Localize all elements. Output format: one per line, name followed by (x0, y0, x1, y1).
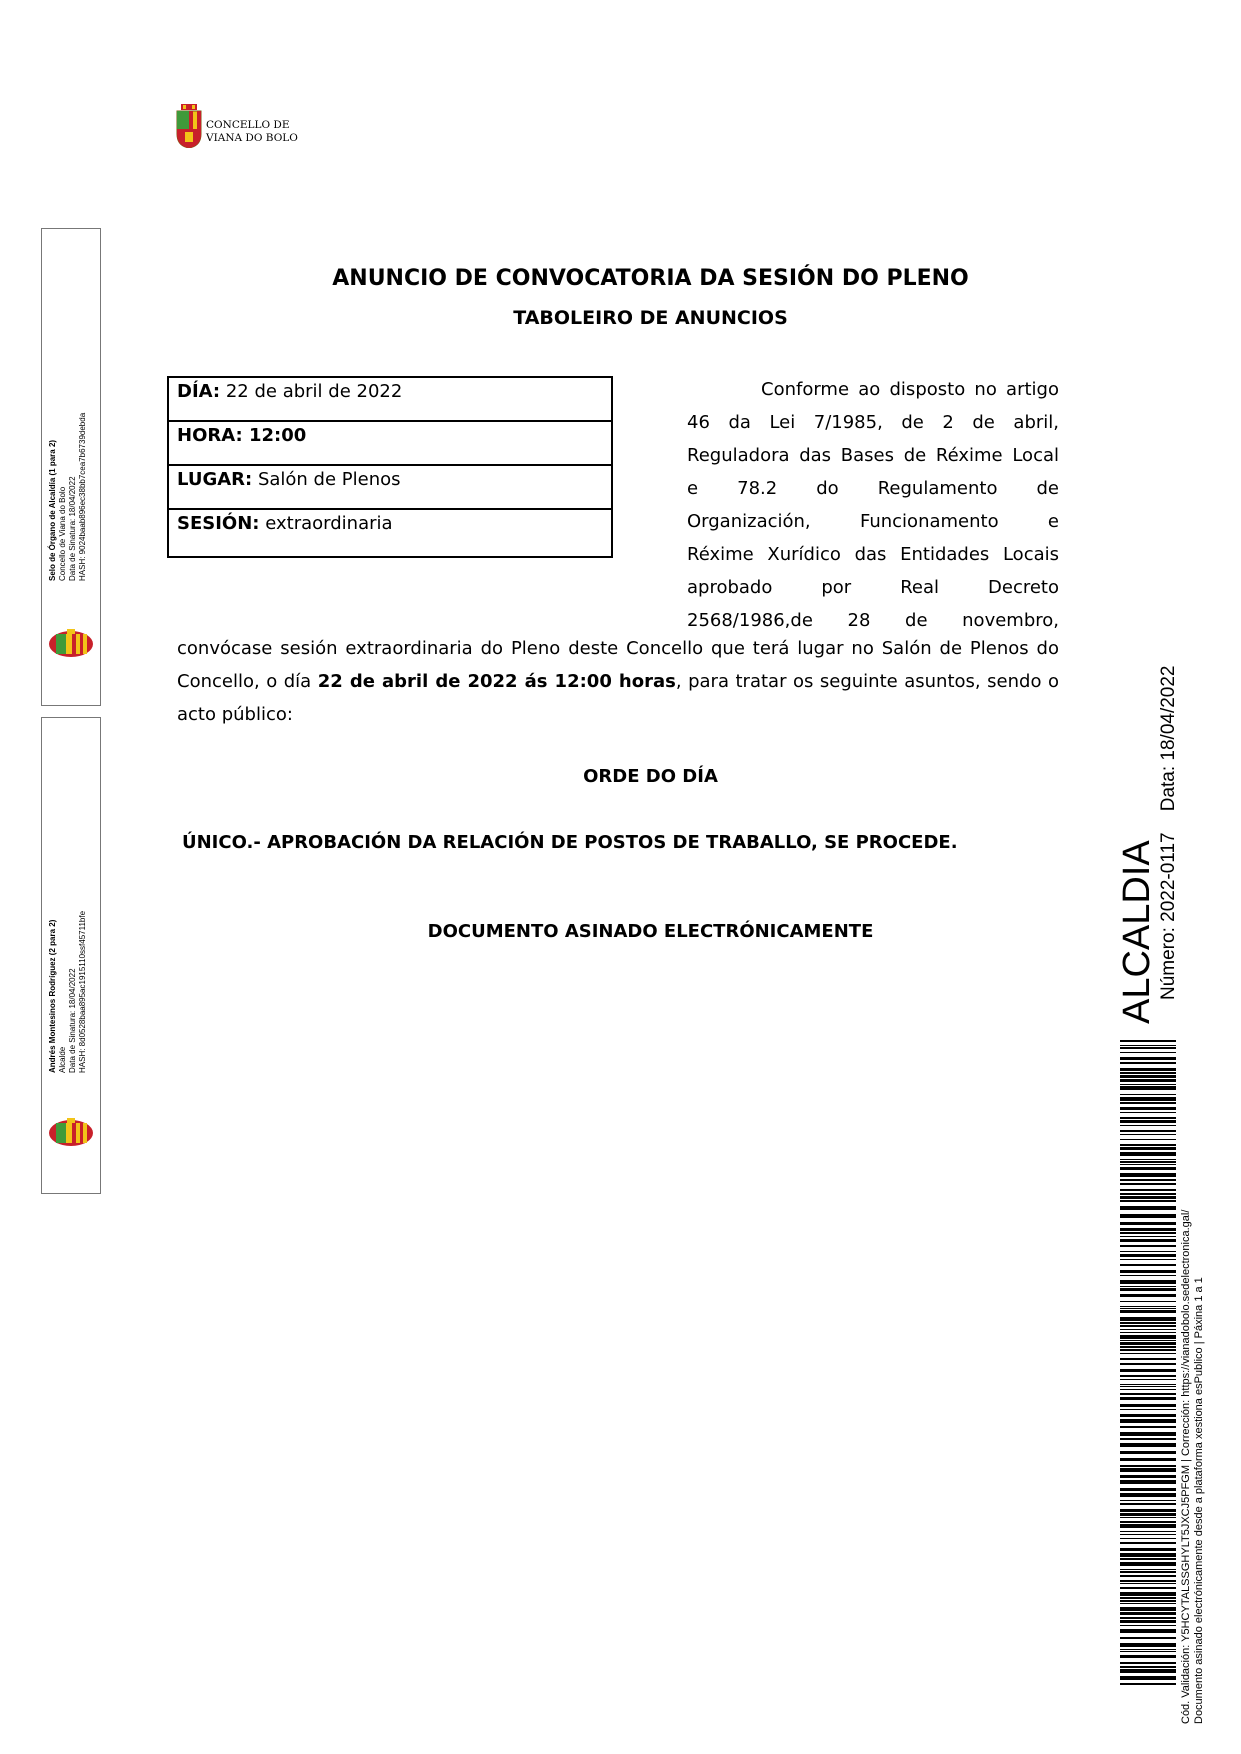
stamp-1-line-2: Concello de Viana do Bolo (58, 486, 67, 581)
body-text: convócase sesión extraordinaria do Pleno deste Concello que terá lugar no Salón de Plenos do Concello, o día (177, 638, 1059, 692)
body-line: e 78.2 do Regulamento de (687, 478, 1059, 499)
stamp-1-text (48, 413, 88, 581)
session-info-table (167, 376, 613, 558)
row-sesion (169, 510, 611, 556)
validation-text (1180, 1210, 1206, 1724)
body-date-emphasis: 22 de abril de 2022 ás 12:00 horas (317, 671, 676, 692)
stamp-1-line-1: Selo de Órgano de Alcaldía (1 para 2) (48, 439, 57, 581)
body-line: Conforme ao disposto no artigo (761, 379, 1059, 400)
lugar-label: LUGAR: (177, 469, 253, 490)
body-line: Réxime Xurídico das Entidades Locais (687, 544, 1059, 565)
document-subtitle: TABOLEIRO DE ANUNCIOS (513, 307, 788, 329)
stamp-1-line-4: HASH: 9024baab896ec38bb7cea7b6739debda (78, 412, 87, 581)
agenda-title: ORDE DO DÍA (583, 766, 718, 787)
body-line: Organización, Funcionamento e (687, 511, 1059, 532)
row-dia (169, 378, 611, 422)
lugar-value: Salón de Plenos (257, 469, 401, 490)
signature-stamp-1 (41, 228, 101, 706)
signature-stamp-2 (41, 717, 101, 1194)
department-label: ALCALDIA (1116, 840, 1158, 1024)
body-paragraph-full (177, 632, 1059, 731)
stamp-1-line-3: Data de Sinatura: 18/04/2022 (68, 476, 77, 581)
crest-seal-icon (48, 1118, 94, 1148)
body-text-end: , para tratar os seguinte asuntos, sendo o acto público: (177, 671, 1059, 725)
row-lugar (169, 466, 611, 510)
document-date: Data: 18/04/2022 (1158, 665, 1179, 812)
stamp-2-line-4: HASH: 8d0528baa895ac1915110ssf45711bfe (78, 910, 87, 1073)
body-paragraph-right (687, 373, 1059, 637)
dia-value: 22 de abril de 2022 (225, 381, 403, 402)
coat-of-arms-icon (176, 104, 202, 148)
stamp-2-line-3: Data de Sinatura: 18/04/2022 (68, 968, 77, 1073)
sesion-label: SESIÓN: (177, 513, 260, 534)
document-title: ANUNCIO DE CONVOCATORIA DA SESIÓN DO PLENO (332, 266, 969, 291)
body-line: aprobado por Real Decreto (687, 577, 1059, 598)
validation-line-1: Cód. Validación: Y5HCYTALSSGHYLT5JXCJ5PFGM | Corrección: https://vianadobolo.sedelectronica.gal/ (1180, 1209, 1192, 1724)
document-number-date (1158, 665, 1180, 1000)
dia-label: DÍA: (177, 381, 221, 402)
body-line: 2568/1986,de 28 de novembro, (687, 610, 1059, 631)
validation-line-2: Documento asinado electrónicamente desde a plataforma xestiona esPublico | Páxina 1 a 1 (1193, 1277, 1205, 1724)
council-logo (176, 104, 316, 150)
hora-label: HORA: 12:00 (177, 425, 307, 446)
row-hora (169, 422, 611, 466)
signature-note: DOCUMENTO ASINADO ELECTRÓNICAMENTE (427, 921, 874, 942)
document-number: Número: 2022-0117 (1158, 832, 1179, 1000)
agenda-item: ÚNICO.- APROBACIÓN DA RELACIÓN DE POSTOS DE TRABALLO, SE PROCEDE. (182, 832, 958, 853)
body-line: Reguladora das Bases de Réxime Local (687, 445, 1059, 466)
crest-seal-icon (48, 629, 94, 659)
body-line: 46 da Lei 7/1985, de 2 de abril, (687, 412, 1059, 433)
stamp-2-text (48, 911, 88, 1073)
stamp-2-line-2: Alcalde (58, 1046, 67, 1073)
sesion-value: extraordinaria (265, 513, 393, 534)
logo-line-1: CONCELLO DE (206, 119, 290, 131)
stamp-2-line-1: Andrés Montesinos Rodríguez (2 para 2) (48, 919, 57, 1073)
barcode-icon (1120, 1040, 1176, 1688)
logo-line-2: VIANA DO BOLO (206, 132, 298, 144)
